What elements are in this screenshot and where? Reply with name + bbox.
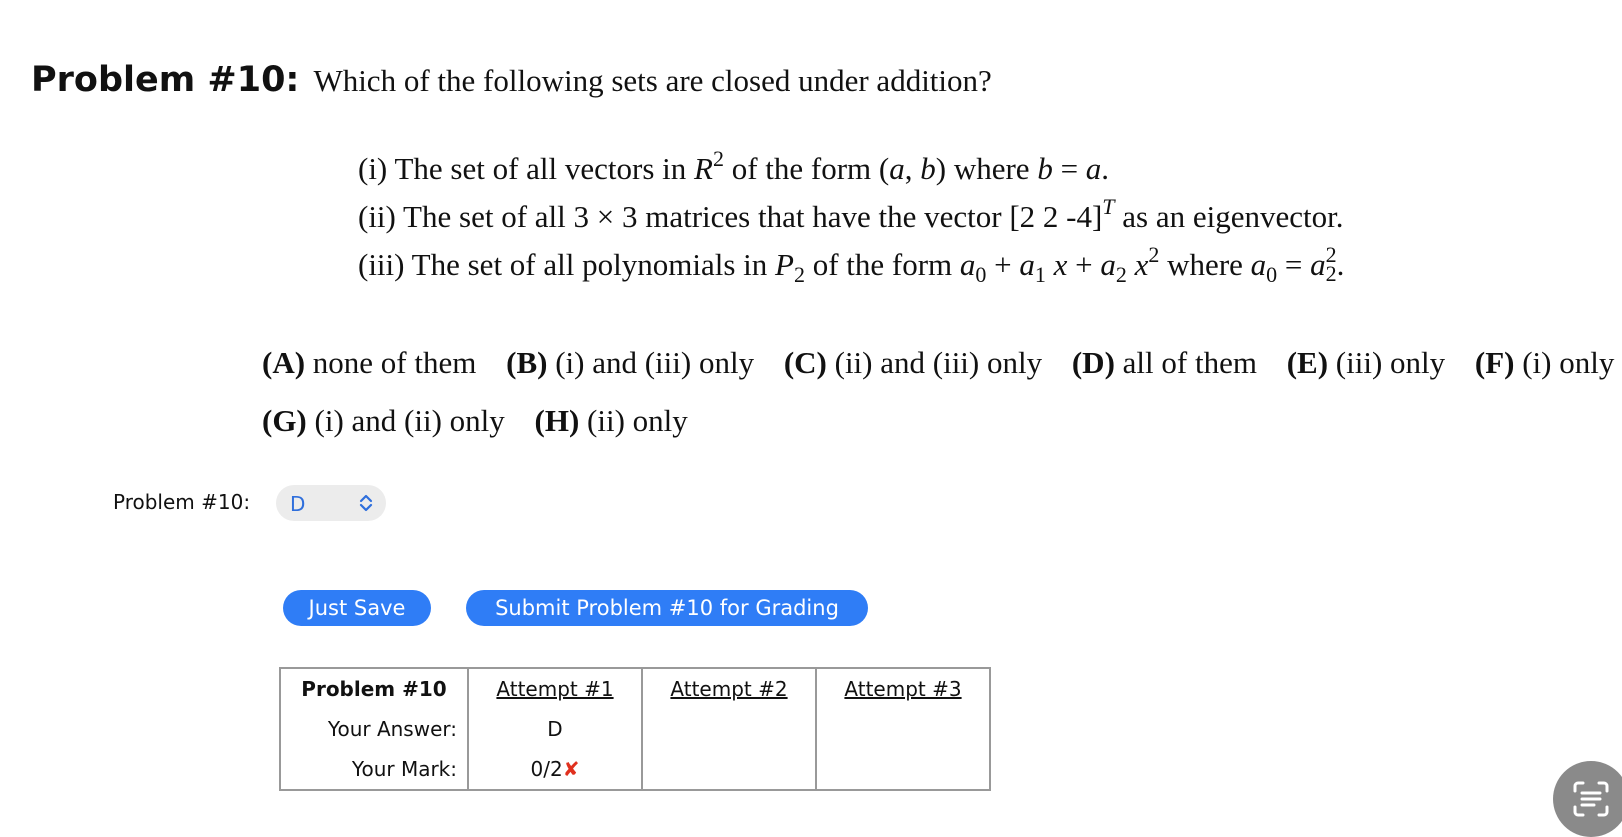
- answer-attempt-2: [642, 709, 816, 749]
- option-e: (E) (iii) only: [1286, 345, 1446, 380]
- problem-heading: [31, 60, 992, 100]
- just-save-button[interactable]: Just Save: [283, 590, 431, 626]
- answer-attempt-3: [816, 709, 990, 749]
- floating-action-button[interactable]: [1553, 761, 1622, 837]
- mark-attempt-3: [816, 749, 990, 790]
- your-mark-label: Your Mark:: [280, 749, 468, 790]
- option-f: (F) (i) only: [1474, 345, 1615, 380]
- option-g: (G) (i) and (ii) only: [262, 403, 505, 438]
- statement-i: (i) The set of all vectors in $R^2$ of the form (a, b) where b = a.: [358, 146, 1110, 186]
- problem-label: Problem #10:: [31, 60, 300, 100]
- attempt-1-link[interactable]: Attempt #1: [468, 668, 642, 709]
- option-a: (A) none of them: [262, 345, 477, 380]
- option-d: (D) all of them: [1071, 345, 1257, 380]
- answer-select-value: D: [290, 492, 306, 516]
- table-header-problem: Problem #10: [280, 668, 468, 709]
- statements-block: [358, 145, 1344, 289]
- attempts-table: [279, 667, 991, 791]
- answer-select[interactable]: [276, 485, 386, 521]
- attempt-2-link[interactable]: Attempt #2: [642, 668, 816, 709]
- x-mark-icon: ✘: [562, 757, 580, 781]
- options-row-2: [262, 403, 710, 439]
- option-h: (H) (ii) only: [534, 403, 688, 438]
- chevron-updown-icon: [358, 493, 374, 513]
- statement-ii: (ii) The set of all 3 × 3 matrices that have the vector [2 2 -4]$^T$ as an eigenvector.: [358, 194, 1344, 234]
- table-row: [280, 749, 990, 790]
- table-row: [280, 709, 990, 749]
- mark-attempt-1: 0/2✘: [468, 749, 642, 790]
- option-c: (C) (ii) and (iii) only: [783, 345, 1043, 380]
- problem-question: Which of the following sets are closed under addition?: [313, 63, 992, 98]
- options-row-1: [262, 345, 1614, 381]
- table-row: [280, 668, 990, 709]
- your-answer-label: Your Answer:: [280, 709, 468, 749]
- attempt-3-link[interactable]: Attempt #3: [816, 668, 990, 709]
- mark-attempt-2: [642, 749, 816, 790]
- answer-label: Problem #10:: [113, 490, 251, 514]
- option-b: (B) (i) and (iii) only: [506, 345, 755, 380]
- answer-attempt-1: D: [468, 709, 642, 749]
- text-scan-icon: [1569, 777, 1613, 821]
- statement-iii: (iii) The set of all polynomials in $P_2$ of the form $a_0 + a_1$ $x + a_2$ $x^2$ where $a_0 = a_2^2$.: [358, 242, 1345, 287]
- submit-button[interactable]: Submit Problem #10 for Grading: [466, 590, 868, 626]
